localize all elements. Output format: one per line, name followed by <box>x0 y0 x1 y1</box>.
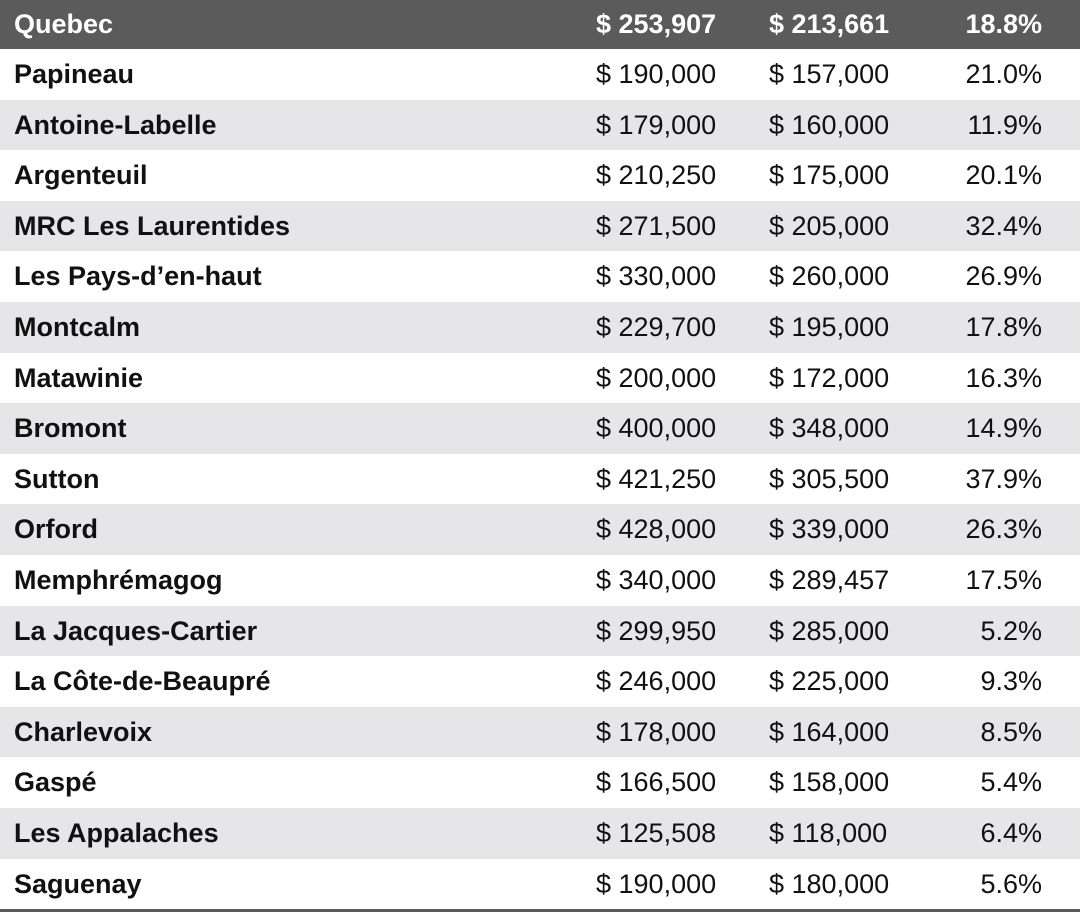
change-cell: 17.8% <box>965 312 1042 342</box>
region-name-cell: Gaspé <box>14 767 97 798</box>
change-cell: 5.4% <box>980 767 1042 798</box>
change-cell: 5.6% <box>980 868 1042 899</box>
region-name-cell: Bromont <box>14 413 127 444</box>
value-1-cell: $ 190,000 <box>596 59 717 89</box>
region-name-cell: Matawinie <box>14 362 144 393</box>
value-2-cell: $ 289,457 <box>769 565 890 595</box>
value-1-cell: $ 179,000 <box>596 109 717 140</box>
value-2-cell: $ 158,000 <box>769 767 890 798</box>
change-cell: 11.9% <box>967 109 1042 140</box>
value-2-cell: $ 260,000 <box>769 261 890 292</box>
change-cell: 6.4% <box>980 818 1042 848</box>
region-name-cell: La Jacques-Cartier <box>14 615 258 646</box>
change-cell: 26.3% <box>965 514 1042 545</box>
value-2-cell: $ 225,000 <box>769 666 890 697</box>
change-cell: 17.5% <box>965 565 1042 595</box>
value-2-cell: $ 195,000 <box>769 312 890 342</box>
change-cell: 21.0% <box>965 59 1042 89</box>
table-header-row <box>0 0 1080 49</box>
value-2-cell: $ 205,000 <box>769 210 890 241</box>
header-region-name: Quebec <box>14 9 114 39</box>
region-name-cell: Papineau <box>14 59 135 89</box>
change-cell: 8.5% <box>980 716 1042 747</box>
value-1-cell: $ 299,950 <box>596 615 717 646</box>
table-row <box>0 201 1080 252</box>
table-row <box>0 808 1080 859</box>
table-row <box>0 454 1080 505</box>
value-2-cell: $ 118,000 <box>769 818 888 848</box>
value-2-cell: $ 285,000 <box>769 615 890 646</box>
change-cell: 16.3% <box>965 362 1042 393</box>
region-name-cell: Les Pays-d’en-haut <box>14 261 262 292</box>
table-row <box>0 353 1080 404</box>
region-name-cell: La Côte-de-Beaupré <box>14 666 271 697</box>
table-row <box>0 504 1080 555</box>
header-value-1: $ 253,907 <box>596 9 717 39</box>
value-1-cell: $ 210,250 <box>596 160 717 191</box>
change-cell: 32.4% <box>965 210 1042 241</box>
value-1-cell: $ 190,000 <box>596 868 717 899</box>
table-row <box>0 555 1080 606</box>
value-2-cell: $ 180,000 <box>769 868 890 899</box>
value-1-cell: $ 330,000 <box>596 261 717 292</box>
header-value-2: $ 213,661 <box>769 9 890 39</box>
value-1-cell: $ 166,500 <box>596 767 717 798</box>
value-1-cell: $ 229,700 <box>596 312 717 342</box>
region-name-cell: MRC Les Laurentides <box>14 210 291 241</box>
change-cell: 37.9% <box>965 463 1042 494</box>
value-1-cell: $ 246,000 <box>596 666 717 697</box>
table-row <box>0 707 1080 758</box>
change-cell: 5.2% <box>980 615 1042 646</box>
change-cell: 9.3% <box>980 666 1042 697</box>
value-1-cell: $ 400,000 <box>596 413 717 444</box>
value-2-cell: $ 305,500 <box>769 463 890 494</box>
value-2-cell: $ 157,000 <box>769 59 890 89</box>
table-row <box>0 606 1080 657</box>
value-1-cell: $ 421,250 <box>596 463 717 494</box>
region-name-cell: Antoine-Labelle <box>14 109 217 140</box>
change-cell: 20.1% <box>965 160 1042 191</box>
table-row <box>0 403 1080 454</box>
change-cell: 26.9% <box>965 261 1042 292</box>
value-1-cell: $ 271,500 <box>596 210 717 241</box>
region-name-cell: Charlevoix <box>14 716 153 747</box>
value-2-cell: $ 339,000 <box>769 514 890 545</box>
table-row <box>0 100 1080 151</box>
table-row <box>0 150 1080 201</box>
value-2-cell: $ 164,000 <box>769 716 890 747</box>
value-2-cell: $ 348,000 <box>769 413 890 444</box>
table-row <box>0 251 1080 302</box>
value-2-cell: $ 175,000 <box>769 160 890 191</box>
table-row <box>0 656 1080 707</box>
value-1-cell: $ 125,508 <box>596 818 717 848</box>
table-row <box>0 859 1080 910</box>
change-cell: 14.9% <box>965 413 1042 444</box>
value-2-cell: $ 172,000 <box>769 362 890 393</box>
region-name-cell: Les Appalaches <box>14 818 219 848</box>
value-1-cell: $ 428,000 <box>596 514 717 545</box>
value-1-cell: $ 178,000 <box>596 716 717 747</box>
header-change: 18.8% <box>965 9 1042 39</box>
region-name-cell: Argenteuil <box>14 160 148 191</box>
table-row <box>0 302 1080 353</box>
value-1-cell: $ 340,000 <box>596 565 717 595</box>
region-name-cell: Saguenay <box>14 868 142 899</box>
table-row <box>0 757 1080 808</box>
region-name-cell: Orford <box>14 514 98 545</box>
value-1-cell: $ 200,000 <box>596 362 717 393</box>
region-name-cell: Montcalm <box>14 312 141 342</box>
region-name-cell: Sutton <box>14 463 100 494</box>
value-2-cell: $ 160,000 <box>769 109 890 140</box>
region-name-cell: Memphrémagog <box>14 565 223 595</box>
table-row <box>0 49 1080 100</box>
